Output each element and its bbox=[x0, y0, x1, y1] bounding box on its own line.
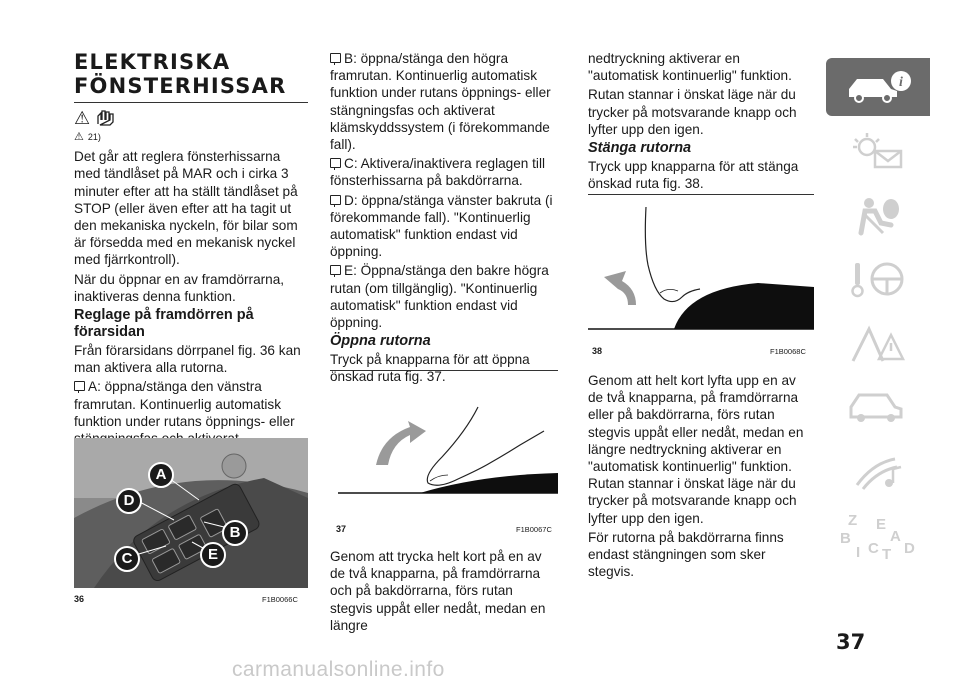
paragraph: Rutan stannar i önskat läge när du trycker på motsvarande knapp och lyfter upp den igen. bbox=[588, 87, 797, 137]
page-number: 37 bbox=[836, 630, 866, 654]
figure-number: 36 bbox=[74, 594, 85, 604]
warning-reference: ⚠ 21) bbox=[74, 129, 308, 146]
column-2 bbox=[330, 50, 558, 388]
airbag-icon bbox=[843, 193, 913, 237]
index-icon: Z E A B I C T D bbox=[840, 512, 915, 563]
callout-d: D bbox=[116, 488, 142, 514]
figure-number: 38 bbox=[592, 346, 603, 356]
figure-38 bbox=[588, 194, 814, 343]
warning-triangle-icon: ⚠ bbox=[74, 108, 91, 128]
tab-emergency[interactable] bbox=[826, 314, 930, 372]
paragraph: Genom att helt kort lyfta upp en av de två knapparna, på framdörrarna eller på bakdörrarna, förs rutan stegvis uppåt eller nedåt, medan en längre nedtryckning aktiverar en "automatisk kontinuerlig" funktion. Rutan stannar i önskat läge när du trycker på motsvarande knapp och lyfter upp den igen. bbox=[588, 373, 804, 526]
column-3 bbox=[588, 50, 814, 194]
tab-multimedia[interactable] bbox=[826, 442, 930, 500]
car-info-icon bbox=[843, 67, 913, 107]
paragraph: Från förarsidans dörrpanel fig. 36 kan man aktivera alla rutorna. bbox=[74, 343, 301, 376]
bullet-icon bbox=[330, 158, 341, 168]
bullet-icon bbox=[74, 381, 85, 391]
svg-text:i: i bbox=[899, 75, 903, 90]
subheading: Stänga rutorna bbox=[588, 140, 692, 157]
callout-b: B bbox=[222, 520, 248, 546]
tab-index[interactable] bbox=[826, 506, 930, 564]
tab-car-info[interactable] bbox=[826, 58, 930, 116]
steering-icon bbox=[843, 257, 913, 301]
bullet-item: D: öppna/stänga vänster bakruta (i förekommande fall). "Kontinuerlig automatisk" funktion endast vid öppning. bbox=[330, 192, 553, 260]
section-title: ELEKTRISKA FÖNSTERHISSAR bbox=[74, 50, 308, 103]
paragraph: nedtryckning aktiverar en "automatisk kontinuerlig" funktion. bbox=[588, 51, 792, 84]
figure-37 bbox=[330, 370, 558, 519]
hand-caution-icon bbox=[96, 110, 122, 126]
finger-press-illustration bbox=[330, 371, 558, 519]
tab-safety[interactable] bbox=[826, 186, 930, 244]
chapter-tabs bbox=[826, 58, 930, 570]
bullet-item: E: Öppna/stänga den bakre högra rutan (om tillgänglig). "Kontinuerlig automatisk" funktion endast vid öppning. bbox=[330, 263, 549, 331]
tab-driving[interactable] bbox=[826, 250, 930, 308]
bullet-icon bbox=[330, 53, 341, 63]
paragraph: Tryck på knapparna för att öppna önskad ruta fig. 37. bbox=[330, 352, 530, 385]
road-warning-icon bbox=[843, 321, 913, 365]
multimedia-icon bbox=[843, 449, 913, 493]
subheading: Reglage på framdörren på förarsidan bbox=[74, 307, 254, 341]
watermark: carmanualsonline.info bbox=[232, 658, 445, 681]
warning-symbols bbox=[74, 109, 308, 127]
subheading: Öppna rutorna bbox=[330, 333, 431, 350]
bullet-icon bbox=[330, 265, 341, 275]
figure-code: F1B0068C bbox=[770, 347, 806, 356]
paragraph: När du öppnar en av framdörrarna, inaktiveras denna funktion. bbox=[74, 271, 285, 304]
small-warning-triangle-icon: ⚠ bbox=[74, 131, 84, 143]
door-switch-panel-image bbox=[74, 438, 308, 588]
callout-a: A bbox=[148, 462, 174, 488]
figure-number: 37 bbox=[336, 524, 347, 534]
paragraph: Det går att reglera fönsterhissarna med tändlåset på MAR och i cirka 3 minuter efter att ha ställt tändlåset på STOP (eller även efter att ha tagit ut den mekaniska nyckeln, för bilar som är försedda med en mekanisk nyckel med fjärrkontroll). bbox=[74, 149, 298, 268]
bullet-item: B: öppna/stänga den högra framrutan. Kontinuerlig automatisk funktion under rutans öppnings- eller stängningsfas och aktiverat klämskyddssystem (i förekommande fall). bbox=[330, 51, 551, 153]
finger-lift-illustration bbox=[588, 195, 814, 343]
car-service-icon bbox=[843, 385, 913, 429]
tab-maintenance[interactable] bbox=[826, 378, 930, 436]
paragraph: Genom att trycka helt kort på en av de två knapparna, på framdörrarna och på bakdörrarna, förs rutan stegvis uppåt eller nedåt, medan en längre bbox=[330, 549, 546, 633]
column-3-bottom bbox=[588, 372, 814, 582]
column-1 bbox=[74, 40, 308, 466]
figure-code: F1B0066C bbox=[262, 595, 298, 604]
bullet-icon bbox=[330, 195, 341, 205]
warning-lights-icon bbox=[843, 129, 913, 173]
tab-warning-lights[interactable] bbox=[826, 122, 930, 180]
bullet-item: C: Aktivera/inaktivera reglagen till fönsterhissarna på bakdörrarna. bbox=[330, 156, 545, 189]
figure-code: F1B0067C bbox=[516, 525, 552, 534]
column-2-bottom bbox=[330, 548, 558, 636]
figure-36 bbox=[74, 438, 308, 588]
callout-c: C bbox=[114, 546, 140, 572]
bullet-item: A: öppna/stänga den vänstra framrutan. Kontinuerlig automatisk funktion under rutans öppnings- eller bbox=[74, 379, 295, 429]
paragraph: För rutorna på bakdörrarna finns endast stängningen som sker stegvis. bbox=[588, 529, 784, 580]
paragraph: Tryck upp knapparna för att stänga önskad ruta fig. 38. bbox=[588, 159, 799, 192]
callout-e: E bbox=[200, 542, 226, 568]
